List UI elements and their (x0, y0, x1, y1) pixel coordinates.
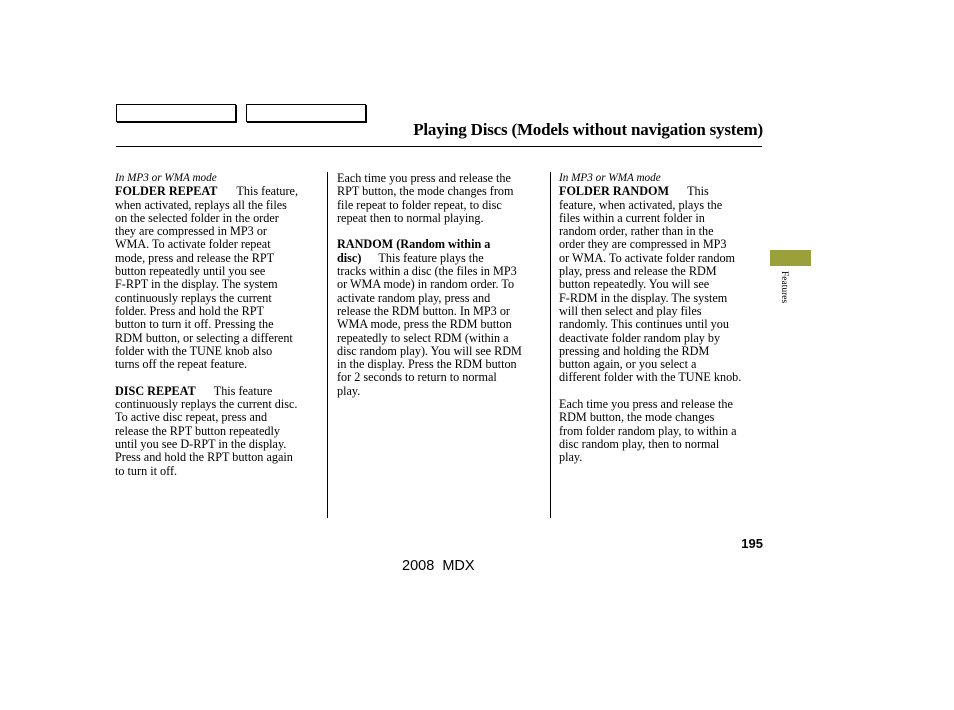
text-line: FOLDER RANDOM This (559, 184, 709, 199)
text-line: they are compressed in MP3 or (115, 224, 267, 239)
section-tab-label: Features (779, 271, 789, 304)
text-line: disc) This feature plays the (337, 250, 484, 265)
text-line: tracks within a disc (the files in MP3 (337, 264, 517, 279)
text-line: disc random play, then to normal (559, 436, 720, 451)
text-line: RDM button, the mode changes (559, 410, 715, 425)
text-line: random order, rather than in the (559, 224, 714, 239)
text-line: pressing and holding the RDM (559, 343, 710, 358)
text-line: for 2 seconds to return to normal (337, 370, 497, 385)
text-line: RDM button, or selecting a different (115, 330, 293, 345)
column-left (115, 172, 323, 478)
text-line: RPT button, the mode changes from (337, 184, 514, 199)
text-line: in the display. Press the RDM button (337, 357, 517, 372)
text-line: release the RPT button repeatedly (115, 423, 280, 438)
text-line: repeat then to normal playing. (337, 210, 484, 225)
text-line: order they are compressed in MP3 (559, 237, 727, 252)
text-line: turns off the repeat feature. (115, 357, 248, 372)
text-line: play. (559, 450, 583, 465)
text-line: folder with the TUNE knob also (115, 343, 273, 358)
text-line: DISC REPEAT This feature (115, 383, 273, 398)
column-right (559, 172, 765, 465)
nav-button-next[interactable] (246, 104, 366, 122)
nav-button-previous[interactable] (116, 104, 236, 122)
text-line: button again, or you select a (559, 357, 697, 372)
column-divider (327, 172, 328, 518)
text-line: until you see D-RPT in the display. (115, 436, 287, 451)
text-line: F-RPT in the display. The system (115, 277, 278, 292)
text-line: randomly. This continues until you (559, 317, 729, 332)
text-line: on the selected folder in the order (115, 210, 279, 225)
text-line: or WMA mode) in random order. To (337, 277, 515, 292)
text-line: when activated, replays all the files (115, 197, 287, 212)
text-line: play, press and release the RDM (559, 264, 717, 279)
text-line: disc random play). You will see RDM (337, 343, 522, 358)
section-heading: DISC REPEAT (115, 383, 196, 398)
text-line: FOLDER REPEAT This feature, (115, 184, 299, 199)
text-line: from folder random play, to within a (559, 423, 737, 438)
text-line: WMA. To activate folder repeat (115, 237, 271, 252)
text-line: release the RDM button. In MP3 or (337, 303, 510, 318)
text-line: feature, when activated, plays the (559, 197, 723, 212)
text-line: activate random play, press and (337, 290, 491, 305)
text-line: Each time you press and release the (337, 171, 511, 185)
text-line: button repeatedly. You will see (559, 277, 710, 292)
section-heading: FOLDER RANDOM (559, 184, 670, 199)
text-line: files within a current folder in (559, 210, 705, 225)
text-line: To active disc repeat, press and (115, 410, 268, 425)
section-heading: disc) (337, 250, 362, 265)
text-line: button repeatedly until you see (115, 264, 266, 279)
text-line: or WMA. To activate folder random (559, 250, 736, 265)
section-tab-marker[interactable] (770, 250, 811, 266)
title-rule (116, 146, 762, 147)
section-heading: FOLDER REPEAT (115, 184, 218, 199)
text-line: continuously replays the current disc. (115, 397, 298, 412)
text-line: F-RDM in the display. The system (559, 290, 728, 305)
subhead: In MP3 or WMA mode (115, 172, 217, 184)
page-title: Playing Discs (Models without navigation system) (413, 120, 763, 139)
text-line: button to turn it off. Pressing the (115, 317, 274, 332)
text-line: continuously replays the current (115, 290, 272, 305)
text-line: Each time you press and release the (559, 397, 733, 412)
section-heading: RANDOM (Random within a (337, 237, 491, 252)
text-line: different folder with the TUNE knob. (559, 370, 742, 385)
text-line: Press and hold the RPT button again (115, 450, 293, 465)
text-line: folder. Press and hold the RPT (115, 303, 264, 318)
text-line: mode, press and release the RPT (115, 250, 275, 265)
text-line: play. (337, 383, 361, 398)
text-line: WMA mode, press the RDM button (337, 317, 512, 332)
text-line: will then select and play files (559, 303, 702, 318)
column-middle (337, 172, 543, 398)
text-line: repeatedly to select RDM (within a (337, 330, 509, 345)
page-number: 195 (741, 536, 763, 551)
column-divider (550, 172, 551, 518)
subhead: In MP3 or WMA mode (559, 172, 661, 184)
text-line: deactivate folder random play by (559, 330, 721, 345)
text-line: to turn it off. (115, 463, 178, 478)
text-line: file repeat to folder repeat, to disc (337, 197, 502, 212)
footer-model: 2008 MDX (402, 558, 475, 574)
